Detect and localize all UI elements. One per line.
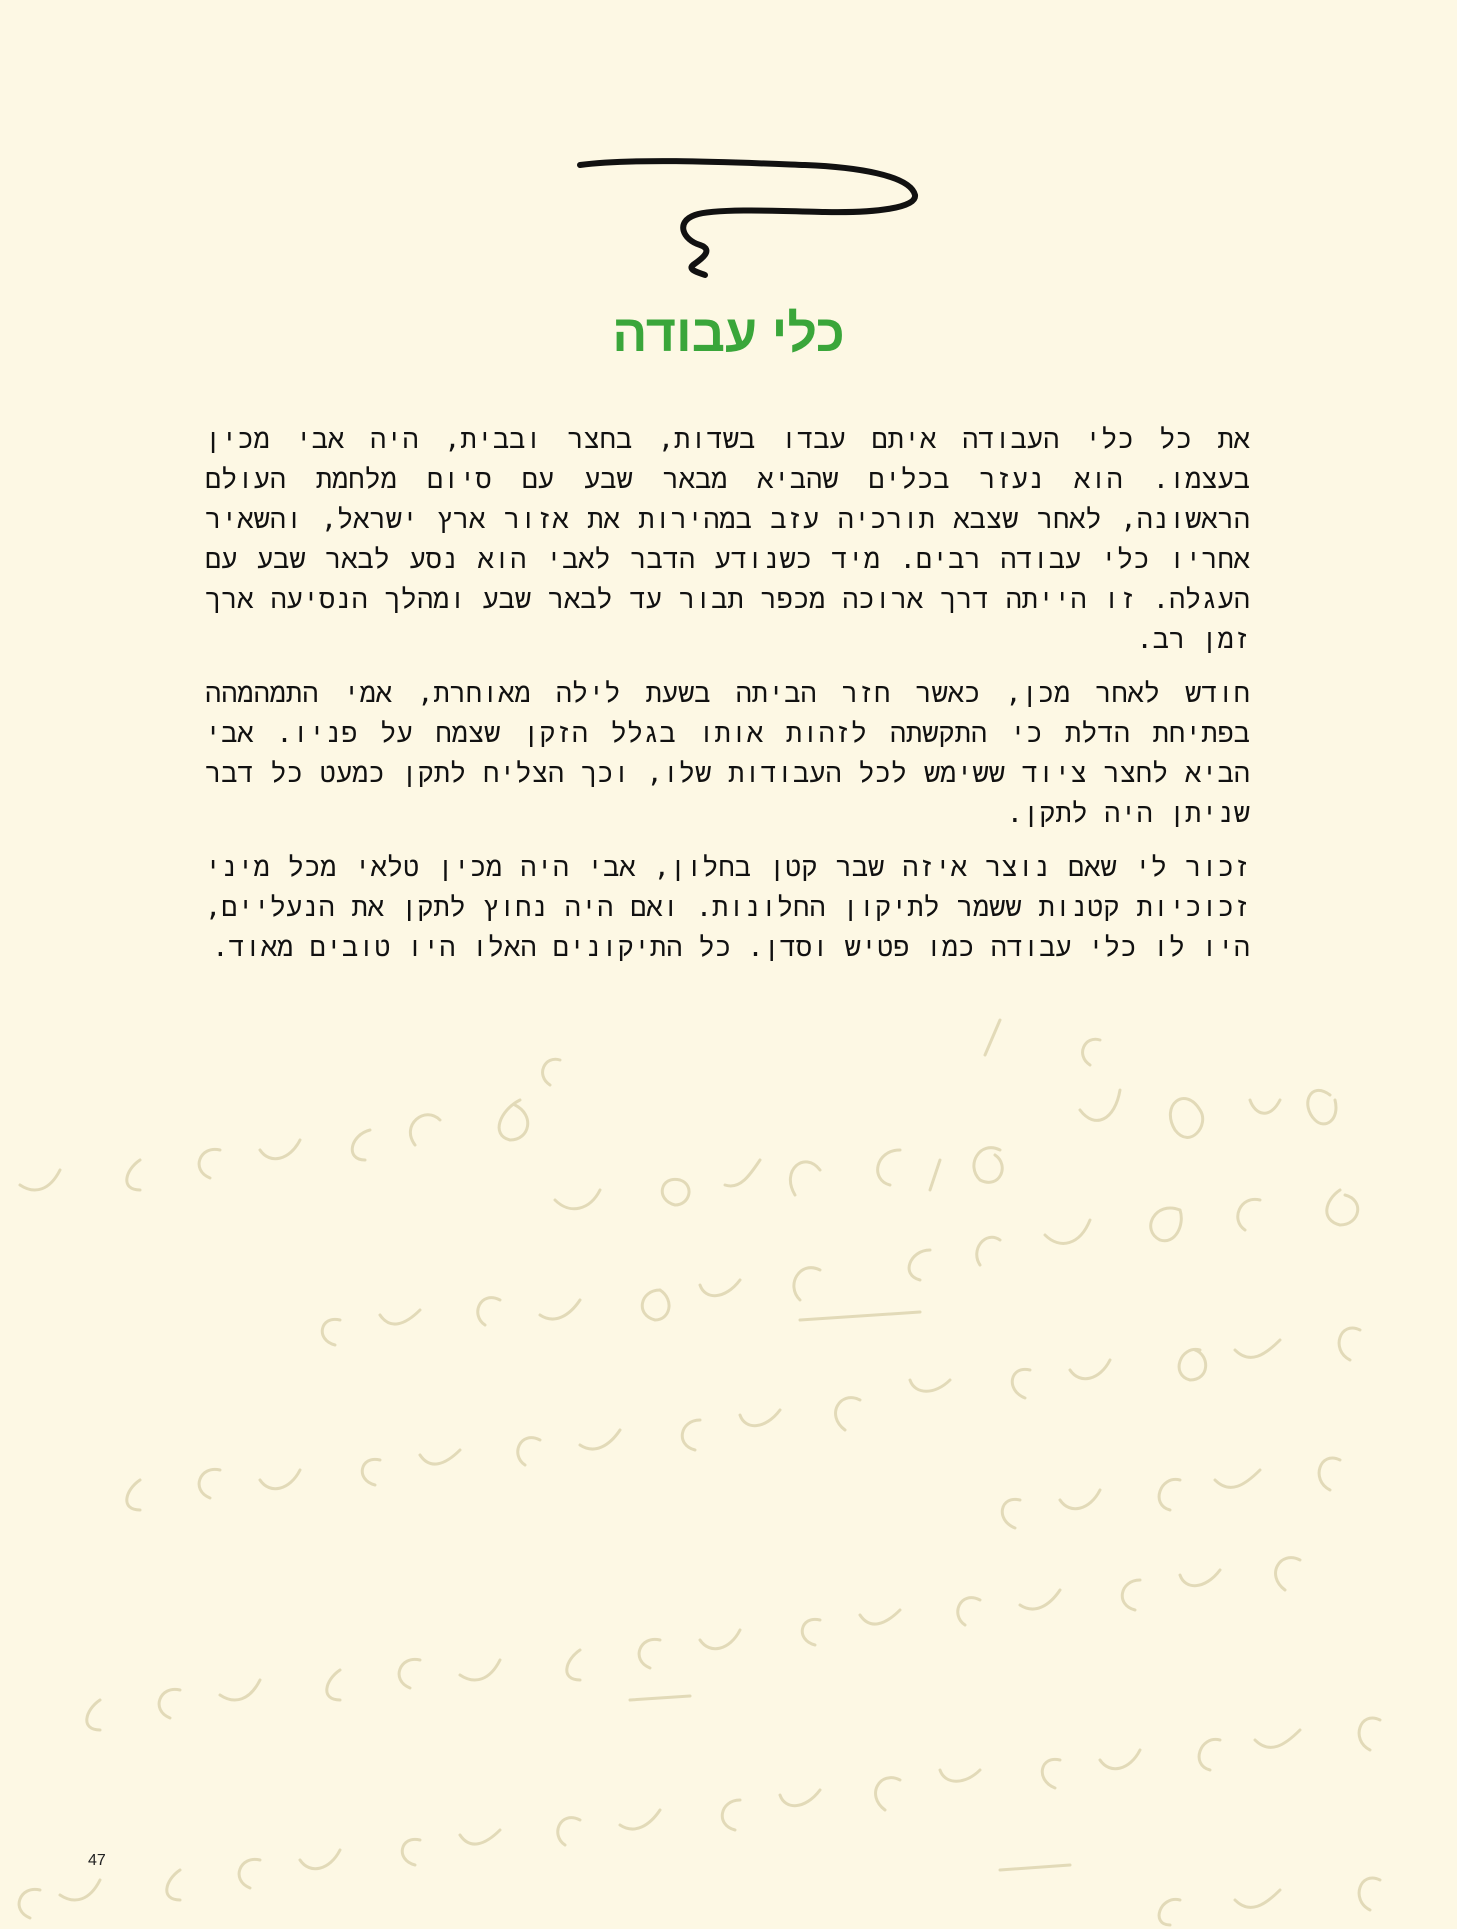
background-handwriting <box>0 1000 1457 1929</box>
paragraph: את כל כלי העבודה איתם עבדו בשדות, בחצר ובבית, היה אבי מכין בעצמו. הוא נעזר בכלים שהביא מבאר שבע עם סיום מלחמת העולם הראשונה, לאחר שצבא תורכיה עזב במהירות את אזור ארץ ישראל, והשאיר אחריו כלי עבודה רבים. מיד כשנודע הדבר לאבי הוא נסע לבאר שבע עם העגלה. זו הייתה דרך ארוכה מכפר תבור עד לבאר שבע ומהלך הנסיעה ארך זמן רב. <box>205 424 1250 655</box>
body-text <box>205 420 1250 982</box>
page-title: כלי עבודה <box>612 305 845 363</box>
handwritten-flourish-icon <box>575 150 920 280</box>
paragraph: חודש לאחר מכן, כאשר חזר הביתה בשעת לילה מאוחרת, אמי התמהמהה בפתיחת הדלת כי התקשתה לזהות אותו בגלל הזקן שצמח על פניו. אבי הביא לחצר ציוד ששימש לכל העבודות שלו, וכך הצליח לתקן כמעט כל דבר שניתן היה לתקן. <box>205 678 1250 829</box>
handwriting-scribble-icon <box>0 1000 1457 1929</box>
page-number: 47 <box>88 1852 106 1869</box>
paragraph: זכור לי שאם נוצר איזה שבר קטן בחלון, אבי היה מכין טלאי מכל מיני זכוכיות קטנות ששמר לתיקון החלונות. ואם היה נחוץ לתקן את הנעליים, היו לו כלי עבודה כמו פטיש וסדן. כל התיקונים האלו היו טובים מאוד. <box>205 852 1250 963</box>
